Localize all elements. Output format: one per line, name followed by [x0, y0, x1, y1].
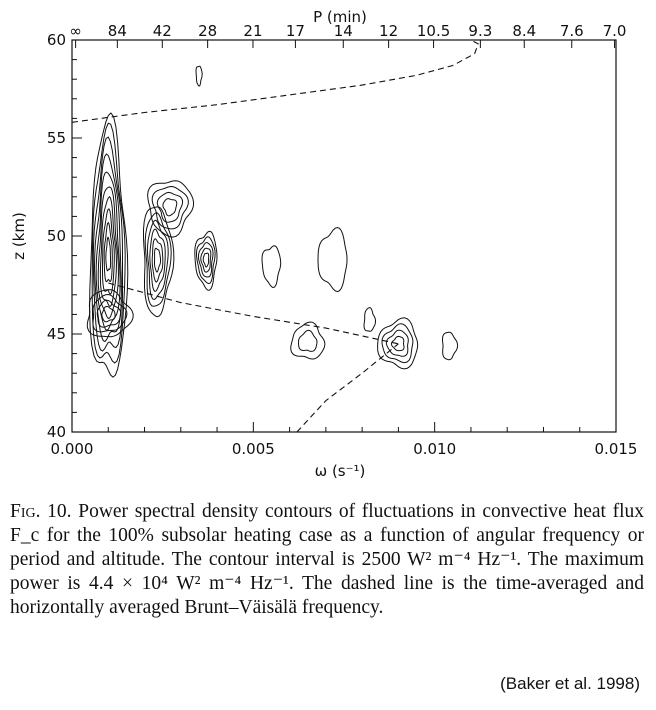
top-tick-label: 7.6	[559, 22, 584, 40]
contour-line	[262, 246, 281, 288]
top-tick-label: 8.4	[512, 22, 537, 40]
brunt-vaisala-layer	[72, 40, 478, 432]
top-tick-label: 21	[243, 22, 263, 40]
plot-frame	[72, 40, 616, 432]
caption-text: Power spectral density contours of fluctuations in convective heat flux F_c for the 100% subsolar heating case as a function of angular frequency or period and altitude. The contour interval is 2500 W² m⁻⁴ Hz⁻¹. The maximum power is 4.4 × 10⁴ W² m⁻⁴ Hz⁻¹. The dashed line is the time-averaged and horizontally averaged Brunt–Väisälä frequency.	[10, 501, 645, 618]
contour-line	[318, 228, 347, 292]
top-tick-label: 14	[333, 22, 353, 40]
contour-line	[196, 66, 202, 86]
x-axis-label: ω (s⁻¹)	[314, 462, 366, 480]
brunt-vaisala-branch-line	[297, 344, 399, 432]
contour-line	[443, 332, 458, 360]
contour-line	[155, 248, 161, 272]
y-tick-label: 60	[46, 31, 66, 49]
contour-line	[106, 237, 111, 270]
y-tick-label: 50	[46, 227, 66, 245]
y-tick-label: 55	[46, 129, 66, 147]
top-tick-label: ∞	[69, 22, 82, 40]
citation: (Baker et al. 1998)	[500, 674, 640, 693]
x-tick-label: 0.000	[50, 440, 94, 458]
contour-line	[104, 223, 112, 282]
brunt-vaisala-upper-line	[72, 40, 478, 122]
y-tick-label: 40	[46, 423, 66, 441]
figure-caption	[10, 500, 644, 620]
top-tick-label: 28	[198, 22, 218, 40]
top-tick-label: 42	[152, 22, 172, 40]
y-axis-label: z (km)	[10, 212, 28, 260]
contour-line	[203, 253, 209, 267]
x-tick-label: 0.010	[413, 440, 457, 458]
contour-line	[299, 330, 318, 351]
contour-line	[201, 248, 211, 272]
top-tick-label: 7.0	[602, 22, 627, 40]
top-tick-label: 84	[107, 22, 127, 40]
figure-label: Fig. 10.	[10, 501, 72, 522]
contour-line	[291, 322, 325, 359]
x-tick-label: 0.015	[594, 440, 638, 458]
contour-line	[163, 199, 177, 216]
x-tick-label: 0.005	[231, 440, 275, 458]
contour-line	[157, 192, 182, 222]
y-tick-label: 45	[46, 325, 66, 343]
contour-line	[364, 308, 376, 332]
top-tick-label: 9.3	[468, 22, 493, 40]
contour-line	[152, 239, 163, 282]
top-tick-label: 17	[285, 22, 305, 40]
top-tick-label: 10.5	[416, 22, 451, 40]
top-tick-label: 12	[379, 22, 399, 40]
top-axis-label: P (min)	[313, 8, 367, 26]
